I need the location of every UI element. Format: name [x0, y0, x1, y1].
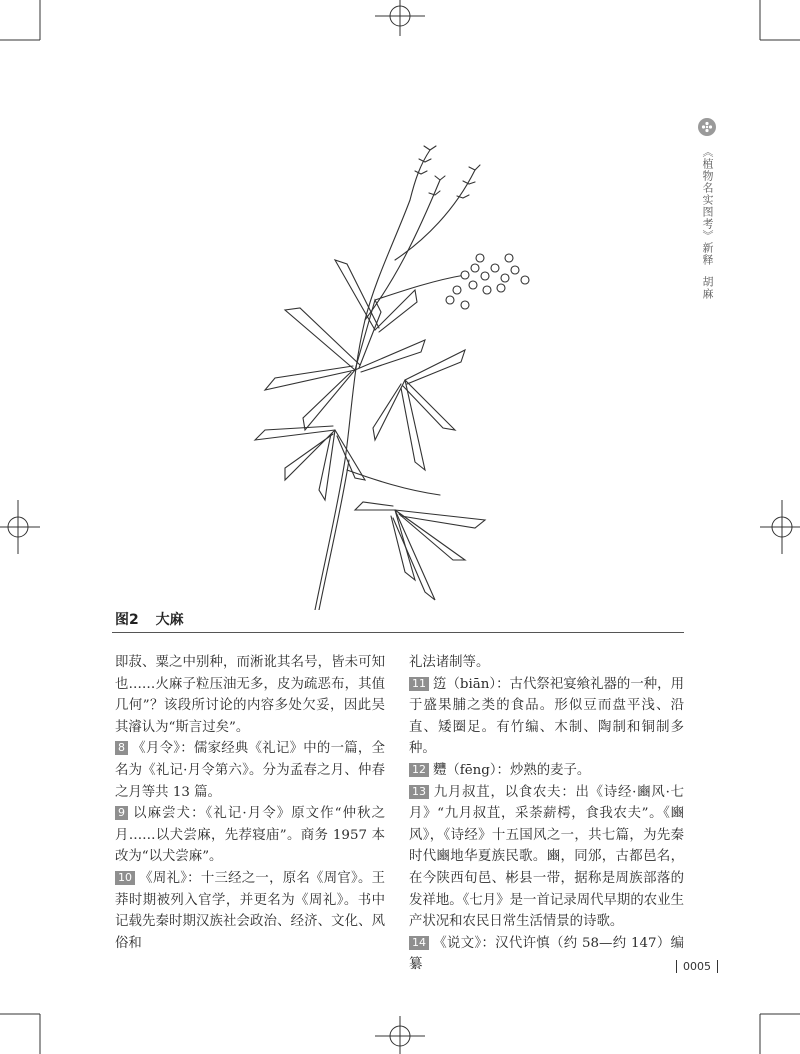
note-13: 13 九月叔苴，以食农夫：出《诗经·豳风·七月》“九月叔苴，采荼薪樗，食我农夫”。《豳风》，《诗经》十五国风之一，共七篇，为先秦时代豳地华夏族民歌。豳，同邠，古都邑名，在今陕西旬邑、彬县一带，据称是周族部落的发祥地。《七月》是一首记录周代早期的农业生产状况和农民日常生活情景的诗歌。	[409, 784, 684, 930]
figure-title: 大麻	[155, 612, 184, 628]
hemp-plant-illustration	[225, 140, 545, 610]
note-10: 10 《周礼》：十三经之一，原名《周官》。王莽时期被列入官学，并更名为《周礼》。书中记载先秦时期汉族社会政治、经济、文化、风俗和	[115, 870, 385, 951]
note-number: 11	[409, 677, 429, 691]
note-number: 8	[115, 741, 128, 755]
right-column	[409, 652, 684, 976]
note-number: 10	[115, 871, 135, 885]
caption-rule	[112, 632, 684, 633]
note-12: 12 麷（fēng）：炒熟的麦子。	[409, 760, 684, 782]
note-9: 9 以麻尝犬：《礼记·月令》原文作“仲秋之月……以犬尝麻，先荐寝庙”。商务 1957 本改为“以犬尝麻”。	[115, 806, 385, 865]
note-14: 14 《说文》：汉代许慎（约 58—约 147）编纂	[409, 935, 684, 973]
section-title: 胡麻	[701, 276, 714, 300]
figure-label: 图2	[115, 612, 139, 628]
right-paragraph-1: 礼法诸制等。	[409, 655, 490, 670]
note-number: 13	[409, 785, 429, 799]
note-number: 12	[409, 763, 429, 777]
note-number: 14	[409, 936, 429, 950]
note-11: 11 笾（biān）：古代祭祀宴飨礼器的一种，用于盛果脯之类的食品。形似豆而盘平浅、沿直、矮圈足。有竹编、木制、陶制和铜制多种。	[409, 676, 684, 757]
page-number: 0005	[676, 960, 718, 973]
running-header	[694, 118, 720, 300]
note-number: 9	[115, 806, 128, 820]
figure-caption	[115, 609, 184, 629]
book-title: 《植物名实图考》新释	[701, 146, 714, 266]
left-paragraph-1: 即菽、粟之中别种，而淅讹其名号，皆未可知也……火麻子粒压油无多，皮为疏恶布，其值几何”？该段所讨论的内容多处欠妥，因此吴其濬认为“斯言过矣”。	[115, 655, 385, 735]
flower-emblem-icon	[698, 118, 716, 136]
left-column	[115, 652, 385, 954]
note-8: 8 《月令》：儒家经典《礼记》中的一篇，全名为《礼记·月令第六》。分为孟春之月、仲春之月等共 13 篇。	[115, 741, 385, 800]
